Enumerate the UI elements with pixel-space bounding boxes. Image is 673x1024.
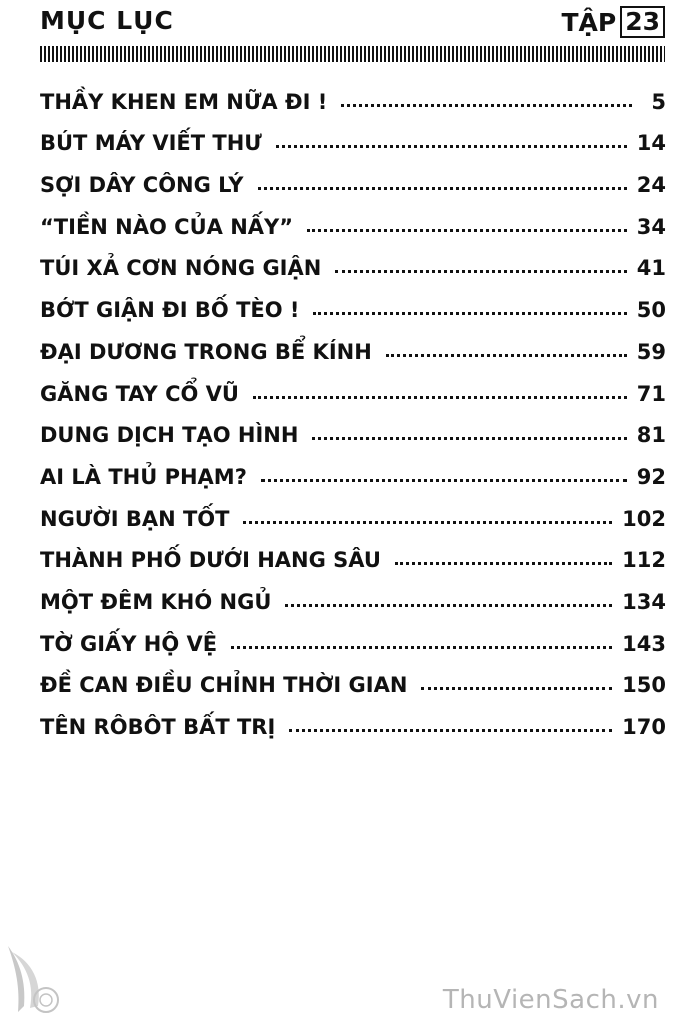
toc-entry-title: GĂNG TAY CỔ VŨ [40, 381, 239, 406]
toc-entry-title: “TIỀN NÀO CỦA NẤY” [40, 214, 294, 239]
dotted-leader [289, 729, 612, 732]
toc-entry[interactable] [40, 72, 666, 114]
dotted-leader [243, 521, 612, 524]
dotted-leader [312, 437, 626, 440]
toc-entry-title: BỚT GIẬN ĐI BỐ TÈO ! [40, 298, 300, 323]
toc-entry-page-number: 150 [622, 673, 666, 698]
toc-entry-title: ĐỀ CAN ĐIỀU CHỈNH THỜI GIAN [40, 673, 408, 698]
toc-entry[interactable] [40, 322, 666, 364]
dotted-leader [313, 312, 626, 315]
toc-entry[interactable] [40, 447, 666, 489]
site-watermark: ThuVienSach.vn [442, 985, 659, 1015]
dotted-leader [421, 687, 612, 690]
volume-number-box: 23 [620, 6, 665, 38]
toc-entry-title: TÊN RÔBÔT BẤT TRỊ [40, 715, 276, 739]
toc-entry[interactable] [40, 280, 666, 322]
table-of-contents-title: MỤC LỤC [40, 6, 174, 35]
toc-entry[interactable] [40, 489, 666, 531]
site-logo [2, 942, 68, 1018]
toc-entry-page-number: 134 [622, 589, 666, 614]
toc-entry-title: DUNG DỊCH TẠO HÌNH [40, 423, 299, 448]
toc-entry[interactable] [40, 114, 666, 156]
toc-entry-title: ĐẠI DƯƠNG TRONG BỂ KÍNH [40, 339, 372, 364]
toc-entry[interactable] [40, 364, 666, 406]
dotted-leader [307, 229, 627, 232]
toc-entry[interactable] [40, 239, 666, 281]
toc-entry[interactable] [40, 572, 666, 614]
volume-label: TẬP [561, 7, 617, 37]
dotted-leader [231, 646, 612, 649]
toc-entry-page-number: 92 [636, 464, 666, 489]
toc-entry-page-number: 5 [651, 89, 666, 114]
toc-entry-page-number: 112 [622, 548, 666, 573]
volume-indicator [561, 6, 665, 38]
header-separator-rule [40, 46, 665, 62]
toc-entry-page-number: 102 [622, 506, 666, 531]
toc-entry-page-number: 14 [636, 131, 666, 156]
toc-entry[interactable] [40, 656, 666, 698]
toc-entry-page-number: 81 [636, 423, 666, 448]
dotted-leader [386, 354, 627, 357]
toc-entry-page-number: 41 [636, 256, 666, 281]
toc-entry[interactable] [40, 697, 666, 739]
toc-entry-title: BÚT MÁY VIẾT THƯ [40, 131, 262, 156]
toc-entry-page-number: 34 [636, 214, 666, 239]
toc-entry-page-number: 24 [636, 173, 666, 198]
dotted-leader [276, 145, 627, 148]
toc-entry-page-number: 143 [622, 631, 666, 656]
table-of-contents-list [40, 72, 666, 739]
toc-entry[interactable] [40, 197, 666, 239]
toc-entry[interactable] [40, 406, 666, 448]
toc-entry-page-number: 71 [636, 381, 666, 406]
toc-entry-title: MỘT ĐÊM KHÓ NGỦ [40, 589, 272, 614]
dotted-leader [261, 479, 627, 482]
toc-entry[interactable] [40, 531, 666, 573]
toc-entry-page-number: 59 [636, 339, 666, 364]
dotted-leader [253, 396, 627, 399]
toc-entry[interactable] [40, 155, 666, 197]
toc-entry-title: NGƯỜI BẠN TỐT [40, 506, 230, 531]
toc-entry[interactable] [40, 614, 666, 656]
dotted-leader [341, 104, 632, 107]
dotted-leader [258, 187, 627, 190]
toc-entry-title: SỢI DÂY CÔNG LÝ [40, 173, 244, 198]
dotted-leader [285, 604, 612, 607]
toc-entry-page-number: 170 [622, 715, 666, 739]
toc-entry-title: TÚI XẢ CƠN NÓNG GIẬN [40, 256, 322, 281]
toc-entry-title: TỜ GIẤY HỘ VỆ [40, 631, 218, 656]
toc-entry-title: THẦY KHEN EM NỮA ĐI ! [40, 89, 328, 114]
toc-entry-page-number: 50 [636, 298, 666, 323]
dotted-leader [395, 562, 612, 565]
toc-entry-title: THÀNH PHỐ DƯỚI HANG SÂU [40, 548, 381, 573]
page-header [40, 4, 665, 40]
toc-entry-title: AI LÀ THỦ PHẠM? [40, 464, 247, 489]
dotted-leader [335, 270, 626, 273]
